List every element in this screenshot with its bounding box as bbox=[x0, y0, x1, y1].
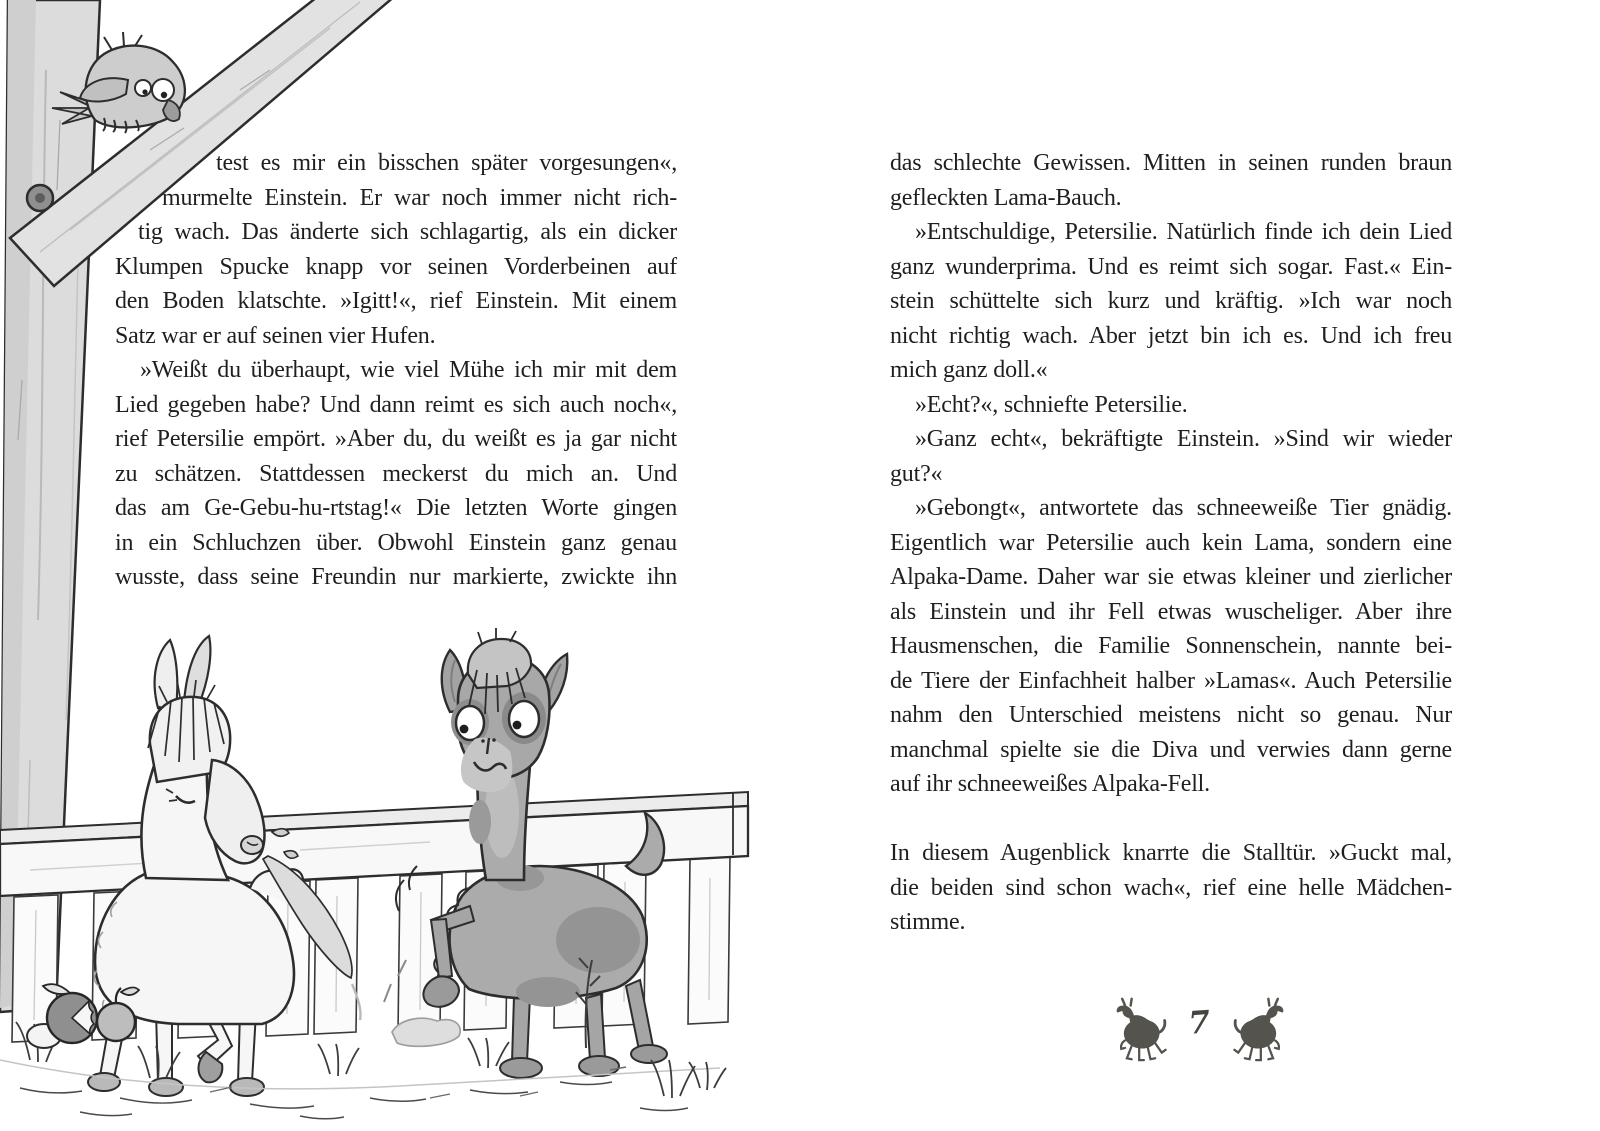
text-line: manchmal spielte sie die Diva und verwies dann gerne bbox=[890, 736, 1452, 763]
text-line: ganz wunderprima. Und es reimt sich sogar. Fast.« Ein- bbox=[890, 253, 1452, 280]
text-line: Satz war er auf seinen vier Hufen. bbox=[115, 322, 436, 349]
text-line: als Einstein und ihr Fell etwas wuscheliger. Aber ihre bbox=[890, 598, 1452, 625]
text-line: nicht richtig wach. Aber jetzt bin ich es. Und ich freu bbox=[890, 322, 1452, 349]
llama-silhouette-right-icon bbox=[1227, 997, 1289, 1063]
text-line: »Echt?«, schniefte Petersilie. bbox=[915, 391, 1188, 418]
spit-puddle-icon bbox=[392, 1018, 460, 1046]
text-line: stimme. bbox=[890, 909, 966, 935]
paragraph bbox=[890, 215, 1452, 388]
text-line: gut?« bbox=[890, 460, 943, 487]
page-number: 7 bbox=[1187, 1003, 1212, 1042]
text-line: nahm den Unterschied meistens nicht so genau. Nur bbox=[890, 702, 1452, 728]
paragraph bbox=[890, 836, 1452, 940]
text-line: test es mir ein bisschen später vorgesungen«, bbox=[216, 150, 677, 176]
paragraph bbox=[890, 422, 1452, 491]
text-line: auf ihr schneeweißes Alpaka-Fell. bbox=[890, 771, 1210, 797]
paragraph bbox=[115, 353, 677, 595]
text-line: Klumpen Spucke knapp vor seinen Vorderbeinen auf bbox=[115, 253, 677, 280]
page-footer bbox=[1088, 994, 1312, 1066]
text-line: das schlechte Gewissen. Mitten in seinen runden braun bbox=[890, 150, 1452, 176]
paragraph bbox=[890, 146, 1452, 215]
text-line: »Ganz echt«, bekräftigte Einstein. »Sind wir wieder bbox=[915, 426, 1452, 452]
right-page-text bbox=[890, 146, 1452, 940]
right-page bbox=[800, 0, 1600, 1131]
text-line: rief Petersilie empört. »Aber du, du weißt es ja gar nicht bbox=[115, 426, 677, 452]
text-line: die beiden sind schon wach«, rief eine helle Mädchen- bbox=[890, 874, 1452, 901]
paragraph bbox=[115, 146, 677, 353]
text-line: Alpaka-Dame. Daher war sie etwas kleiner und zierlicher bbox=[890, 564, 1452, 590]
text-line: Lied gegeben habe? Und dann reimt es sich auch noch«, bbox=[115, 391, 677, 418]
text-line: »Entschuldige, Petersilie. Natürlich finde ich dein Lied bbox=[915, 219, 1452, 245]
text-line: Hausmenschen, die Familie Sonnenschein, nannte bei- bbox=[890, 633, 1452, 659]
text-line: in ein Schluchzen über. Obwohl Einstein ganz genau bbox=[115, 529, 677, 556]
text-line: das am Ge-Gebu-hu-rtstag!« Die letzten Worte gingen bbox=[115, 495, 677, 521]
text-line: zu schätzen. Stattdessen meckerst du mich an. Und bbox=[115, 460, 677, 487]
text-line: »Weißt du überhaupt, wie viel Mühe ich mir mit dem bbox=[140, 357, 677, 383]
text-line: wusste, dass seine Freundin nur markierte, zwickte ihn bbox=[115, 564, 677, 590]
paragraph bbox=[890, 491, 1452, 802]
text-line: de Tiere der Einfachheit halber »Lamas«. Auch Petersilie bbox=[890, 667, 1452, 694]
text-line: Eigentlich war Petersilie auch kein Lama, sondern eine bbox=[890, 529, 1452, 556]
text-line: In diesem Augenblick knarrte die Stalltür. »Guckt mal, bbox=[890, 840, 1452, 866]
paragraph bbox=[890, 388, 1452, 423]
llama-silhouette-left-icon bbox=[1111, 997, 1173, 1063]
left-page-text bbox=[115, 146, 677, 595]
text-line: gefleckten Lama-Bauch. bbox=[890, 184, 1122, 211]
text-line: »Gebongt«, antwortete das schneeweiße Tier gnädig. bbox=[915, 495, 1452, 521]
text-line: tig wach. Das änderte sich schlagartig, als ein dicker bbox=[138, 219, 677, 245]
text-line: stein schüttelte sich kurz und kräftig. »Ich war noch bbox=[890, 288, 1452, 314]
text-line: den Boden klatschte. »Igitt!«, rief Einstein. Mit einem bbox=[115, 288, 677, 314]
text-line: mich ganz doll.« bbox=[890, 357, 1048, 383]
text-line: murmelte Einstein. Er war noch immer nicht rich- bbox=[162, 184, 677, 211]
